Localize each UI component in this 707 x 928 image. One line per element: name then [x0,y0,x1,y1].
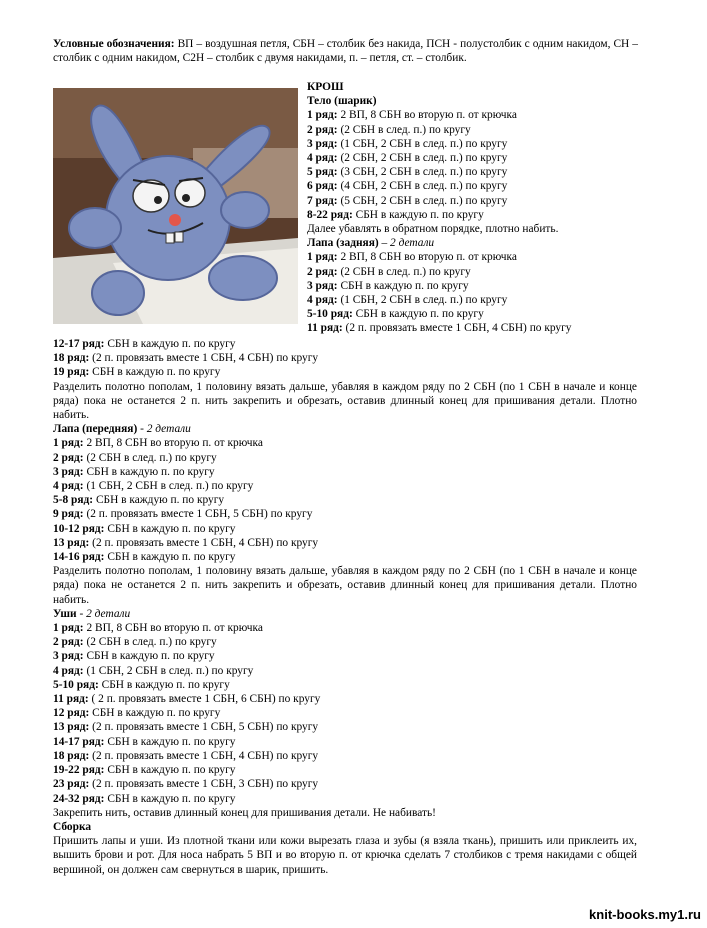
body-heading: Тело (шарик) [307,95,377,108]
back-paw-note: Разделить полотно пополам, 1 половину вязать дальше, убавляя в каждом ряду по 2 СБН (по 1 СБН в начале и конце ряда) пока не останется 2 п. нить закрепить и обрезать, оставив длинный конец для пришивания детали. Плотно набить. [53,380,637,422]
ears-row [53,678,637,692]
row-text: (2 СБН в след. п.) по кругу [337,123,471,136]
row-text: (2 п. провязать вместе 1 СБН, 5 СБН) по кругу [83,508,313,521]
row-text: СБН в каждую п. по кругу [104,551,236,564]
row-text: 2 ВП, 8 СБН во вторую п. от крючка [83,437,263,450]
row-text: СБН в каждую п. по кругу [352,308,484,321]
row-label: 5-8 ряд: [53,494,94,507]
row-label: 1 ряд: [307,251,338,264]
row-text: (4 СБН, 2 СБН в след. п.) по кругу [337,180,508,193]
front-paw-row [53,493,637,507]
row-text: СБН в каждую п. по кругу [104,792,236,805]
assembly-heading: Сборка [53,820,92,833]
ears-row [53,763,637,777]
back-paw-row [307,321,637,335]
section-title: Уши [53,607,77,620]
legend [53,37,638,65]
row-label: 19-22 ряд: [53,764,105,777]
row-text: (1 СБН, 2 СБН в след. п.) по кругу [337,137,508,150]
main-column [53,337,637,877]
row-text: СБН в каждую п. по кругу [89,707,221,720]
row-label: 7 ряд: [307,194,338,207]
row-text: 2 ВП, 8 СБН во вторую п. от крючка [337,251,517,264]
row-label: 1 ряд: [53,622,84,635]
back-paw-row [307,307,637,321]
row-text: 2 ВП, 8 СБН во вторую п. от крючка [83,622,263,635]
row-label: 4 ряд: [307,294,338,307]
body-row [307,208,637,222]
row-label: 18 ряд: [53,749,90,762]
ears-row [53,706,637,720]
section-title: Лапа (задняя) [307,237,379,250]
row-text: (2 п. провязать вместе 1 СБН, 4 СБН) по кругу [89,352,319,365]
ears-row [53,777,637,791]
row-text: (2 п. провязать вместе 1 СБН, 3 СБН) по кругу [89,778,319,791]
front-paw-row [53,451,637,465]
row-label: 3 ряд: [307,279,338,292]
pattern-title: КРОШ [307,81,344,93]
row-label: 19 ряд: [53,366,90,379]
toy-photo [53,88,298,324]
back-paw-row [307,293,637,307]
row-text: (2 СБН в след. п.) по кругу [337,265,471,278]
body-row [307,165,637,179]
row-text: СБН в каждую п. по кругу [89,366,221,379]
ears-row [53,792,637,806]
row-text: (2 СБН в след. п.) по кругу [83,451,217,464]
back-paw-row [53,351,637,365]
row-text: (1 СБН, 2 СБН в след. п.) по кругу [83,480,254,493]
row-label: 10-12 ряд: [53,522,105,535]
front-paw-row [53,479,637,493]
row-label: 5-10 ряд: [307,308,353,321]
row-text: СБН в каждую п. по кругу [83,650,215,663]
row-label: 13 ряд: [53,721,90,734]
back-paw-row [307,250,637,264]
row-text: СБН в каждую п. по кругу [352,208,484,221]
row-text: (2 п. провязать вместе 1 СБН, 4 СБН) по кругу [89,536,319,549]
front-paw-heading [53,422,637,436]
ears-row [53,664,637,678]
row-text: СБН в каждую п. по кругу [104,764,236,777]
row-label: 12-17 ряд: [53,338,105,350]
ears-row [53,621,637,635]
row-label: 1 ряд: [307,109,338,122]
ears-row [53,649,637,663]
back-paw-row [53,365,637,379]
back-paw-heading [307,236,637,250]
ears-row [53,635,637,649]
row-label: 11 ряд: [53,693,89,706]
watermark: knit-books.my1.ru [589,907,701,922]
row-label: 18 ряд: [53,352,90,365]
row-label: 12 ряд: [53,707,90,720]
row-label: 2 ряд: [53,636,84,649]
body-row [307,123,637,137]
row-label: 4 ряд: [53,664,84,677]
row-label: 1 ряд: [53,437,84,450]
row-label: 24-32 ряд: [53,792,105,805]
row-label: 4 ряд: [307,152,338,165]
front-paw-row [53,522,637,536]
row-text: СБН в каждую п. по кругу [93,494,225,507]
row-text: (2 п. провязать вместе 1 СБН, 4 СБН) по кругу [342,322,572,335]
row-text: (2 СБН в след. п.) по кругу [83,636,217,649]
row-label: 5 ряд: [307,166,338,179]
row-text: СБН в каждую п. по кругу [83,465,215,478]
section-count: - 2 детали [137,423,191,436]
row-text: СБН в каждую п. по кругу [337,279,469,292]
front-paw-row [53,465,637,479]
front-paw-row [53,507,637,521]
row-text: (2 п. провязать вместе 1 СБН, 5 СБН) по кругу [89,721,319,734]
right-column [307,80,637,336]
row-label: 3 ряд: [53,650,84,663]
row-label: 2 ряд: [307,123,338,136]
row-label: 11 ряд: [307,322,343,335]
row-label: 2 ряд: [307,265,338,278]
ears-row [53,692,637,706]
row-text: СБН в каждую п. по кругу [104,735,236,748]
row-text: (3 СБН, 2 СБН в след. п.) по кругу [337,166,508,179]
back-paw-row [307,279,637,293]
ears-row [53,735,637,749]
back-paw-row [53,337,637,351]
row-label: 14-16 ряд: [53,551,105,564]
row-text: СБН в каждую п. по кругу [98,678,230,691]
row-label: 14-17 ряд: [53,735,105,748]
body-row [307,108,637,122]
body-row [307,137,637,151]
row-label: 23 ряд: [53,778,90,791]
body-row [307,179,637,193]
row-text: 2 ВП, 8 СБН во вторую п. от крючка [337,109,517,122]
toy-photo-drawing [53,88,298,324]
row-text: (2 СБН, 2 СБН в след. п.) по кругу [337,152,508,165]
row-text: СБН в каждую п. по кругу [104,338,236,350]
ears-heading [53,607,637,621]
body-note: Далее убавлять в обратном порядке, плотно набить. [307,223,559,236]
back-paw-row [307,265,637,279]
ears-row [53,749,637,763]
front-paw-row [53,436,637,450]
row-text: СБН в каждую п. по кругу [104,522,236,535]
row-text: (1 СБН, 2 СБН в след. п.) по кругу [83,664,254,677]
front-paw-row [53,550,637,564]
legend-text: ВП – воздушная петля, СБН – столбик без накида, ПСН - полустолбик с одним накидом, СН – столбик с одним накидом, С2Н – столбик с двумя накидами, п. – петля, ст. – столбик. [53,38,638,65]
row-label: 6 ряд: [307,180,338,193]
row-text: (2 п. провязать вместе 1 СБН, 4 СБН) по кругу [89,749,319,762]
row-label: 3 ряд: [53,465,84,478]
legend-label: Условные обозначения: [53,38,175,50]
row-label: 4 ряд: [53,480,84,493]
row-label: 9 ряд: [53,508,84,521]
section-title: Лапа (передняя) [53,423,138,436]
row-label: 2 ряд: [53,451,84,464]
front-paw-note: Разделить полотно пополам, 1 половину вязать дальше, убавляя в каждом ряду по 2 СБН (по 1 СБН в начале и конце ряда) пока не останется 2 п. нить закрепить и обрезать, оставив длинный конец для пришивания детали. Плотно набить. [53,565,637,606]
assembly-text: Пришить лапы и уши. Из плотной ткани или кожи вырезать глаза и зубы (я взяла ткань), пришить или приклеить их, вышить брови и рот. Для носа набрать 5 ВП и во вторую п. от крючка сделать 7 столбиков с тремя накидами с общей вершиной, он должен сам свернуться в шарик, пришить. [53,835,637,876]
row-text: ( 2 п. провязать вместе 1 СБН, 6 СБН) по кругу [88,693,321,706]
section-count: - 2 детали [76,607,131,620]
body-row [307,194,637,208]
front-paw-row [53,536,637,550]
row-label: 8-22 ряд: [307,208,353,221]
section-count: – 2 детали [378,237,435,250]
row-label: 13 ряд: [53,536,90,549]
body-row [307,151,637,165]
row-text: (5 СБН, 2 СБН в след. п.) по кругу [337,194,508,207]
row-label: 3 ряд: [307,137,338,150]
ears-row [53,720,637,734]
row-text: (1 СБН, 2 СБН в след. п.) по кругу [337,294,508,307]
ears-note: Закрепить нить, оставив длинный конец для пришивания детали. Не набивать! [53,806,436,819]
row-label: 5-10 ряд: [53,678,99,691]
